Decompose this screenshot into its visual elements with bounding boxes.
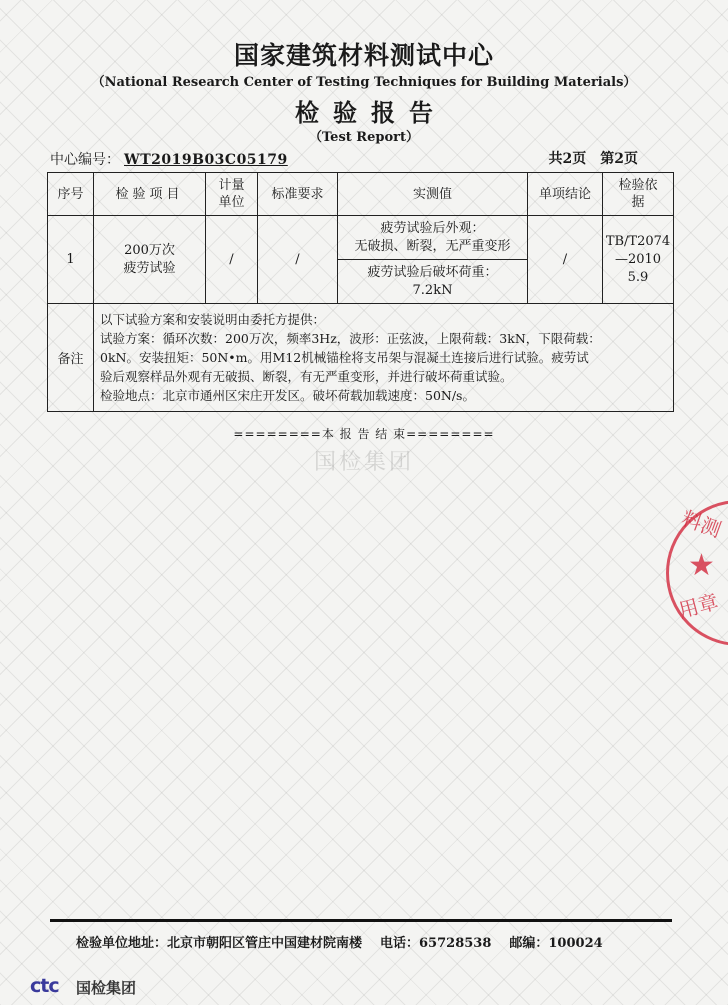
header-index: 序号 xyxy=(48,173,94,216)
seal-text-top: 料测 xyxy=(678,505,725,543)
header-conclusion: 单项结论 xyxy=(528,173,603,216)
footer-postcode: 邮编：100024 xyxy=(509,936,603,951)
header-unit: 计量单位 xyxy=(206,173,258,216)
row-measured-appearance xyxy=(338,216,528,260)
header-measured: 实测值 xyxy=(338,173,528,216)
seal-text-bottom: 用章 xyxy=(675,589,721,623)
basis-line3: 5.9 xyxy=(627,269,649,285)
note-row xyxy=(48,304,674,412)
row-unit: / xyxy=(206,216,258,304)
table-header-row xyxy=(48,173,674,216)
page-current: 第2页 xyxy=(600,151,638,167)
header-standard: 标准要求 xyxy=(258,173,338,216)
note-label: 备注 xyxy=(48,304,94,412)
center-number-label: 中心编号： xyxy=(50,152,120,168)
note-line: 以下试验方案和安装说明由委托方提供： xyxy=(100,312,326,327)
note-line: 验后观察样品外观有无破损、断裂，有无严重变形，并进行破坏荷重试验。 xyxy=(100,369,513,384)
header-basis: 检验依据 xyxy=(603,173,674,216)
institution-title-en: （National Research Center of Testing Techniques for Building Materials） xyxy=(91,75,637,90)
note-line: 检验地点：北京市通州区宋庄开发区。破坏荷载加载速度：50N/s。 xyxy=(100,388,475,403)
row-measured-load xyxy=(338,260,528,304)
row-item-line2: 疲劳试验 xyxy=(123,260,176,276)
row-basis xyxy=(603,216,674,304)
measured2-line1: 疲劳试验后破坏荷重： xyxy=(367,264,498,280)
pages-total: 共2页 xyxy=(548,151,587,167)
logo-text: 国检集团 xyxy=(76,979,137,997)
row-conclusion: / xyxy=(528,216,603,304)
footer-info xyxy=(76,932,621,951)
footer-phone: 电话：65728538 xyxy=(380,936,492,951)
center-number xyxy=(50,149,288,169)
footer-address: 检验单位地址：北京市朝阳区管庄中国建材院南楼 xyxy=(76,936,363,951)
results-table xyxy=(47,172,674,412)
row-item xyxy=(94,216,206,304)
measured2-line2: 7.2kN xyxy=(412,282,453,298)
note-line: 0kN。安装扭矩：50N•m。用M12机械锚栓将支吊架与混凝土连接后进行试验。疲劳试 xyxy=(100,350,589,365)
report-end-marker: ========本 报 告 结 束======== xyxy=(233,427,495,441)
report-title-cn: 检验报告 xyxy=(295,98,447,127)
row-standard: / xyxy=(258,216,338,304)
row-item-line1: 200万次 xyxy=(124,242,175,258)
basis-line2: —2010 xyxy=(614,251,662,267)
note-content xyxy=(94,304,674,412)
center-number-value: WT2019B03C05179 xyxy=(124,152,288,168)
measured1-line1: 疲劳试验后外观： xyxy=(380,220,485,236)
table-row xyxy=(48,216,674,260)
institution-title-cn: 国家建筑材料测试中心 xyxy=(233,41,494,70)
header-item: 检验项目 xyxy=(94,173,206,216)
page-indicator xyxy=(549,148,639,168)
report-title-en: （Test Report） xyxy=(309,130,419,145)
row-index: 1 xyxy=(48,216,94,304)
watermark: 国检集团 xyxy=(313,450,414,475)
ctc-logo-icon: ctc xyxy=(30,975,59,997)
footer-divider xyxy=(50,919,672,922)
note-line: 试验方案：循环次数：200万次，频率3Hz，波形：正弦波，上限荷载：3kN，下限荷载： xyxy=(100,331,601,346)
basis-line1: TB/T2074 xyxy=(605,233,671,249)
seal-star-icon: ★ xyxy=(688,548,715,583)
measured1-line2: 无破损、断裂，无严重变形 xyxy=(354,238,511,254)
